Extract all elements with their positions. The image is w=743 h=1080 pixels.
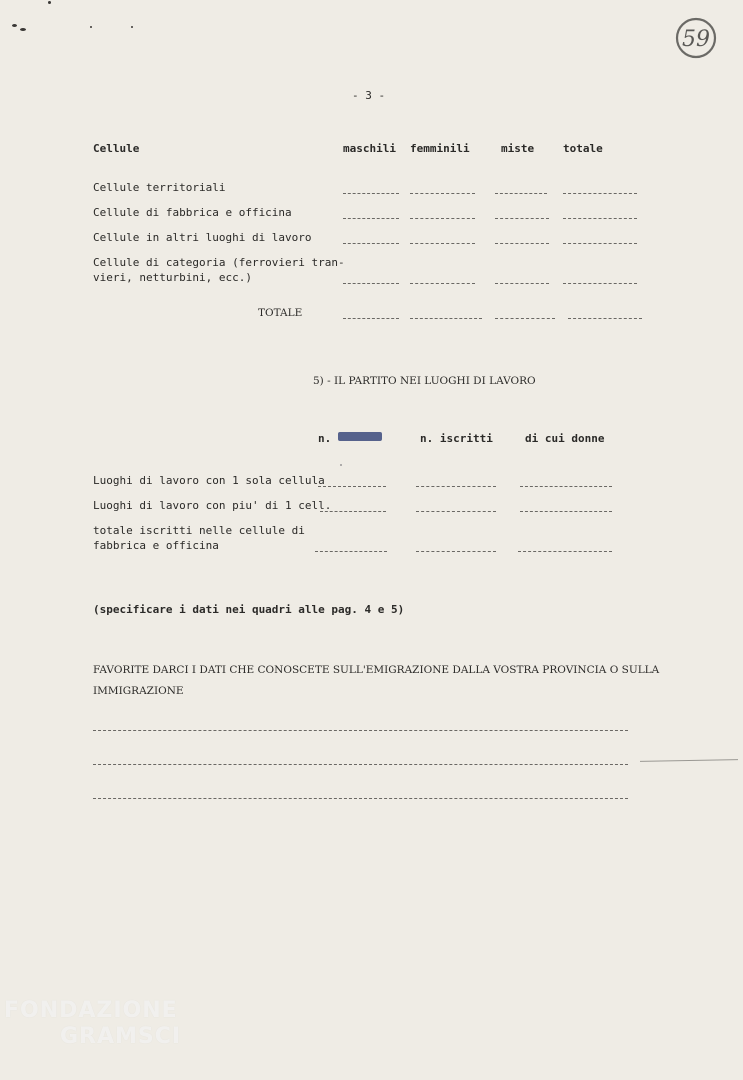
blank-field <box>568 318 642 319</box>
blank-field <box>563 283 637 284</box>
row-label-fabbrica: Cellule di fabbrica e officina <box>93 206 292 219</box>
answer-line <box>93 764 628 765</box>
ink-speck <box>12 24 17 27</box>
answer-line <box>640 759 738 762</box>
blank-field <box>416 486 496 487</box>
foundation-watermark <box>4 998 181 1050</box>
cells-header-totale: totale <box>563 142 603 155</box>
row-label-territoriali: Cellule territoriali <box>93 181 226 194</box>
s5-row-label-sola-cellula: Luoghi di lavoro con 1 sola cellula <box>93 474 325 487</box>
emigration-request-line1: FAVORITE DARCI I DATI CHE CONOSCETE SULL'EMIGRAZIONE DALLA VOSTRA PROVINCIA O SULLA <box>93 664 660 676</box>
blank-field <box>495 243 549 244</box>
blank-field <box>410 193 475 194</box>
blank-field <box>343 193 399 194</box>
blank-field <box>518 551 612 552</box>
blank-field <box>410 283 475 284</box>
blank-field <box>416 551 496 552</box>
section5-title: 5) - IL PARTITO NEI LUOGHI DI LAVORO <box>313 375 536 387</box>
cells-header-miste: miste <box>501 142 535 155</box>
cells-header-maschili: maschili <box>343 142 396 155</box>
ink-speck <box>131 26 133 28</box>
blank-field <box>495 193 547 194</box>
total-label: TOTALE <box>258 307 303 319</box>
s5-row-label-totale-line1: totale iscritti nelle cellule di <box>93 524 305 537</box>
page-number: - 3 - <box>352 89 386 102</box>
blank-field <box>343 218 399 219</box>
row-label-categoria-line1: Cellule di categoria (ferrovieri tran- <box>93 256 345 269</box>
blank-field <box>563 218 637 219</box>
watermark-line1: FONDAZIONE <box>4 998 178 1023</box>
blank-field <box>343 283 399 284</box>
emigration-request-line2: IMMIGRAZIONE <box>93 685 184 697</box>
s5-row-label-totale-line2: fabbrica e officina <box>93 539 219 552</box>
row-label-categoria-line2: vieri, netturbini, ecc.) <box>93 271 252 284</box>
blank-field <box>320 511 386 512</box>
blank-field <box>563 243 637 244</box>
ink-speck <box>90 26 92 28</box>
blank-field <box>410 243 475 244</box>
answer-line <box>93 798 628 799</box>
watermark-line2: GRAMSCI <box>60 1024 182 1049</box>
blank-field <box>343 243 399 244</box>
blank-field <box>315 551 387 552</box>
cells-header-femminili: femminili <box>410 142 470 155</box>
blank-field <box>410 318 482 319</box>
blank-field <box>410 218 475 219</box>
row-label-altri-luoghi: Cellule in altri luoghi di lavoro <box>93 231 312 244</box>
ink-speck <box>340 464 342 466</box>
blank-field <box>343 318 399 319</box>
blank-field <box>318 486 386 487</box>
blank-field <box>520 486 612 487</box>
blank-field <box>563 193 637 194</box>
ink-speck <box>48 1 51 4</box>
stamp-number: 59 <box>682 27 710 52</box>
section5-header-iscritti: n. iscritti <box>420 432 493 445</box>
s5-row-label-piu-cell: Luoghi di lavoro con piu' di 1 cell. <box>93 499 332 512</box>
blank-field <box>520 511 612 512</box>
specify-note: (specificare i dati nei quadri alle pag. 4 e 5) <box>93 603 405 616</box>
blank-field <box>495 218 549 219</box>
blank-field <box>495 318 555 319</box>
blank-field <box>416 511 496 512</box>
ink-speck <box>20 28 26 31</box>
section5-header-n: n. <box>318 432 332 445</box>
section5-header-donne: di cui donne <box>525 432 605 445</box>
cells-header-label: Cellule <box>93 142 140 155</box>
page-stamp-circle <box>674 16 718 60</box>
answer-line <box>93 730 628 731</box>
redaction-mark <box>338 432 382 441</box>
blank-field <box>495 283 549 284</box>
